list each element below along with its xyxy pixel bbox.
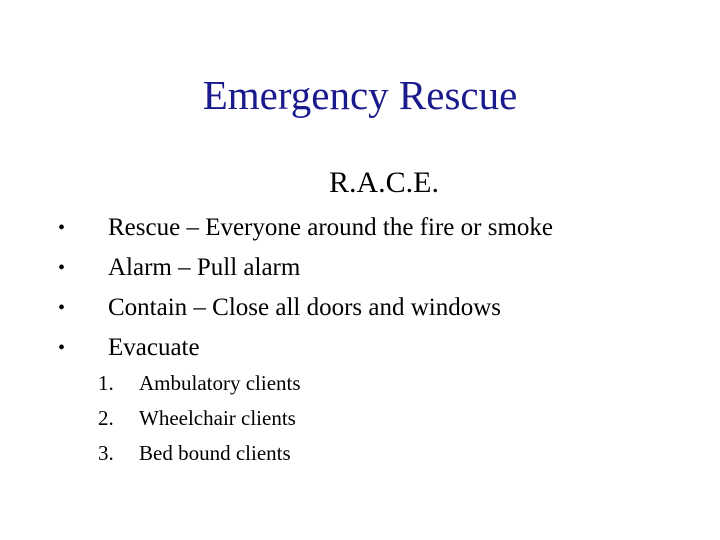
bullet-dot-icon: • [58, 297, 66, 319]
sub-item-text: Wheelchair clients [139, 406, 296, 430]
bullet-dot-icon: • [58, 257, 66, 279]
bullet-dot-icon: • [58, 337, 66, 359]
slide-title: Emergency Rescue [202, 72, 518, 118]
bullet-text: Rescue – Everyone around the fire or smoke [108, 214, 553, 241]
sub-item-number: 1. [98, 371, 114, 395]
sub-item-number: 2. [98, 406, 114, 430]
sub-item-number: 3. [98, 441, 114, 465]
sub-item-text: Ambulatory clients [139, 371, 301, 395]
bullet-text: Evacuate [108, 334, 200, 361]
bullet-text: Contain – Close all doors and windows [108, 294, 502, 321]
bullet-text: Alarm – Pull alarm [108, 254, 301, 281]
sub-item-text: Bed bound clients [139, 441, 291, 465]
bullet-dot-icon: • [58, 217, 66, 239]
slide-subtitle: R.A.C.E. [328, 166, 439, 199]
